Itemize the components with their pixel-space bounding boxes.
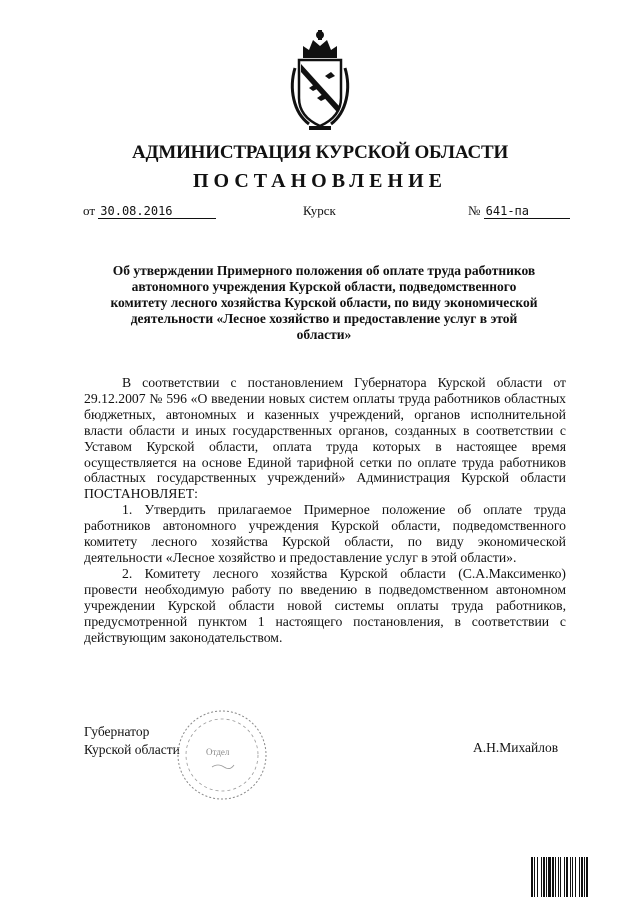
signatory-title-line: Губернатор (84, 724, 150, 739)
barcode-bar (566, 857, 568, 897)
heading-line: деятельности «Лесное хозяйство и предоставление услуг в этой (130, 311, 518, 326)
barcode-bar (586, 857, 588, 897)
heading-line: области» (296, 327, 352, 342)
body-paragraph-item-2: 2. Комитету лесного хозяйства Курской области (С.А.Максименко) провести необходимую работу по введению в подведомственном автономном учреждении Курской области новой системы оплаты труда работников, предусмотренной пунктом 1 настоящего постановления, в соответствии с действующим законодательством. (84, 565, 566, 645)
heading-line: комитету лесного хозяйства Курской области, по виду экономической (110, 295, 538, 310)
document-number-field (468, 203, 570, 219)
document-number: 641-па (484, 205, 570, 219)
barcode-icon (531, 857, 629, 897)
document-body (84, 375, 566, 645)
barcode-bar (564, 857, 565, 897)
barcode-bar (560, 857, 561, 897)
barcode-bar (570, 857, 571, 897)
barcode-bar (531, 857, 533, 897)
barcode-bar (548, 857, 551, 897)
barcode-bar (541, 857, 542, 897)
barcode-bar (572, 857, 573, 897)
official-stamp-icon (172, 705, 272, 805)
barcode-bar (555, 857, 556, 897)
kursk-coat-of-arms-icon (287, 28, 353, 132)
number-prefix: № (468, 203, 481, 218)
barcode-bar (534, 857, 535, 897)
heading-line: Об утверждении Примерного положения об оплате труда работников (112, 263, 536, 278)
barcode-bar (575, 857, 576, 897)
heading-line: автономного учреждения Курской области, подведомственного (131, 279, 517, 294)
barcode-bar (537, 857, 538, 897)
signatory-title (84, 723, 180, 759)
barcode-bar (581, 857, 583, 897)
document-date-field (83, 203, 216, 219)
barcode-bar (579, 857, 580, 897)
organization-title: АДМИНИСТРАЦИЯ КУРСКОЙ ОБЛАСТИ (131, 142, 509, 163)
barcode-bar (584, 857, 585, 897)
barcode-bar (552, 857, 554, 897)
document-city: Курск (303, 203, 336, 218)
signatory-title-line: Курской области (84, 742, 180, 757)
barcode-bar (546, 857, 547, 897)
barcode-bar (558, 857, 559, 897)
date-prefix: от (83, 203, 96, 218)
barcode-bar (543, 857, 545, 897)
signatory-name: А.Н.Михайлов (473, 740, 559, 755)
document-date: 30.08.2016 (98, 205, 216, 219)
stamp-text: Отдел (206, 747, 230, 757)
body-paragraph-item-1: 1. Утвердить прилагаемое Примерное положение об оплате труда работников автономного учреждения Курской области, подведомственного комитету лесного хозяйства Курской области, по виду экономической деятельности «Лесное хозяйство и предоставление услуг в этой области». (84, 502, 566, 565)
document-heading (84, 263, 564, 343)
body-paragraph-preamble: В соответствии с постановлением Губернатора Курской области от 29.12.2007 № 596 «О введении новых систем оплаты труда работников областных бюджетных, автономных и казенных учреждений, органов исполнительной власти области и иных государственных органов, созданных в соответствии с Уставом Курской области, оплата труда которых в настоящее время осуществляется на основе Единой тарифной сетки по оплате труда работников областных государственных учреждений» Администрация Курской области ПОСТАНОВЛЯЕТ: (84, 375, 566, 502)
document-type-title: ПОСТАНОВЛЕНИЕ (193, 170, 447, 192)
